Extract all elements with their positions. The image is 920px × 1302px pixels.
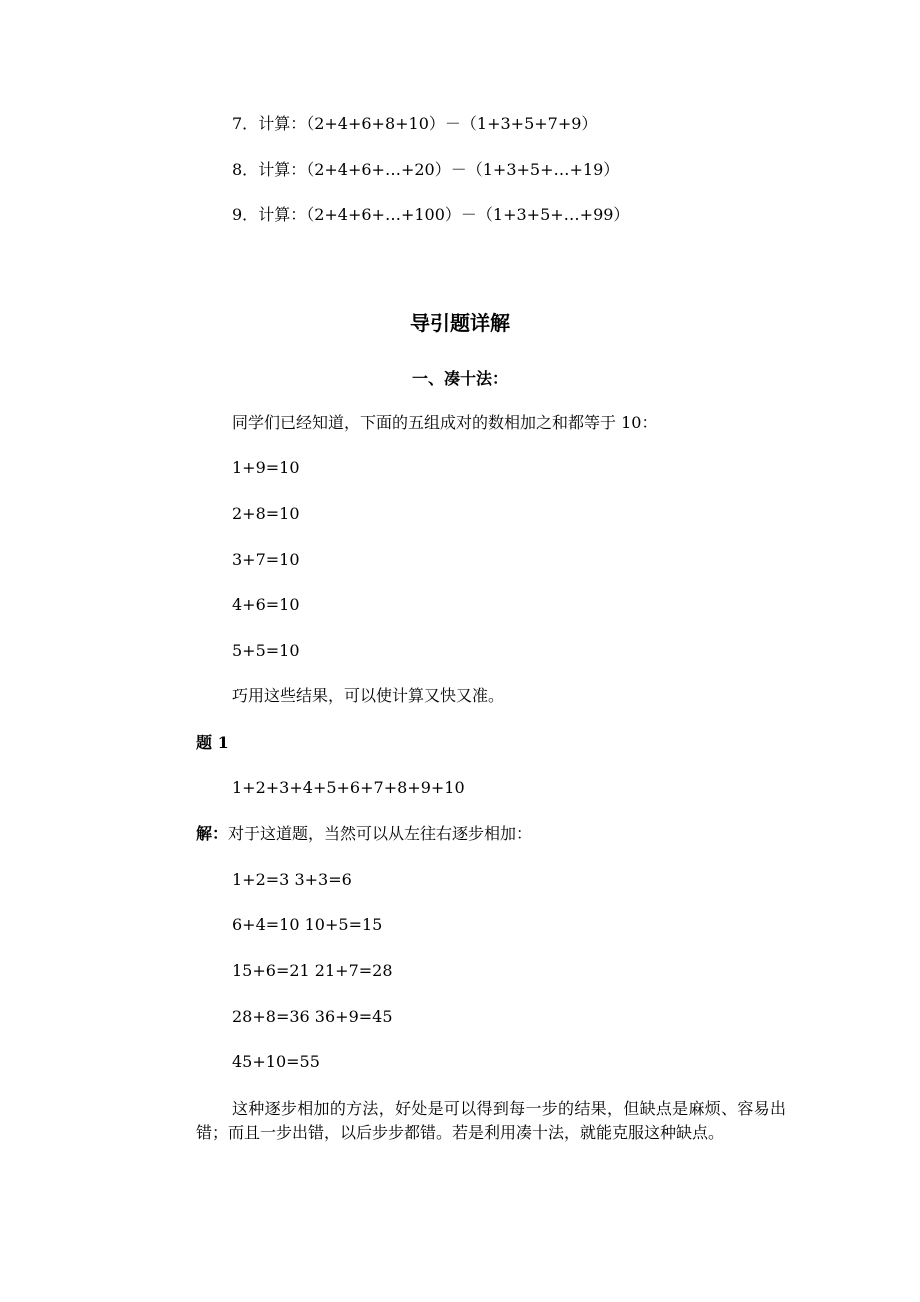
problem-label: 题 1 xyxy=(196,733,229,752)
exercise-expression: （2+4+6+…+100）－（1+3+5+…+99） xyxy=(306,205,630,224)
solution-text: 对于这道题，当然可以从左往右逐步相加： xyxy=(228,824,533,843)
section-title: 导引题详解 xyxy=(410,311,510,335)
exercise-number: 9． xyxy=(232,205,259,224)
exercise-9 xyxy=(232,204,629,226)
problem-expression: 1+2+3+4+5+6+7+8+9+10 xyxy=(232,778,465,797)
pair-line: 3+7=10 xyxy=(232,550,300,569)
exercise-label: 计算： xyxy=(258,205,307,224)
exercise-8 xyxy=(232,159,619,181)
closing-paragraph: 这种逐步相加的方法，好处是可以得到每一步的结果，但缺点是麻烦、容易出错；而且一步出错，以后步步都错。若是利用凑十法，就能克服这种缺点。 xyxy=(196,1099,786,1142)
step-line: 1+2=3 3+3=6 xyxy=(232,870,352,889)
intro-text: 同学们已经知道，下面的五组成对的数相加之和都等于 10： xyxy=(232,413,658,432)
exercise-label: 计算： xyxy=(258,160,307,179)
step-line: 28+8=36 36+9=45 xyxy=(232,1007,393,1026)
solution-label: 解： xyxy=(196,824,229,843)
pair-line: 2+8=10 xyxy=(232,504,300,523)
step-line: 15+6=21 21+7=28 xyxy=(232,961,393,980)
exercise-expression: （2+4+6+…+20）－（1+3+5+…+19） xyxy=(306,160,620,179)
pair-line: 5+5=10 xyxy=(232,641,300,660)
step-line: 6+4=10 10+5=15 xyxy=(232,915,383,934)
exercise-expression: （2+4+6+8+10）－（1+3+5+7+9） xyxy=(306,114,598,133)
exercise-number: 8． xyxy=(232,160,259,179)
pair-line: 1+9=10 xyxy=(232,458,300,477)
step-line: 45+10=55 xyxy=(232,1052,320,1071)
exercise-7 xyxy=(232,113,597,135)
solution-line xyxy=(196,823,532,845)
exercise-number: 7． xyxy=(232,114,259,133)
pair-line: 4+6=10 xyxy=(232,595,300,614)
exercise-label: 计算： xyxy=(258,114,307,133)
subsection-title: 一、凑十法： xyxy=(411,369,508,388)
intro-conclusion: 巧用这些结果，可以使计算又快又准。 xyxy=(232,686,505,705)
